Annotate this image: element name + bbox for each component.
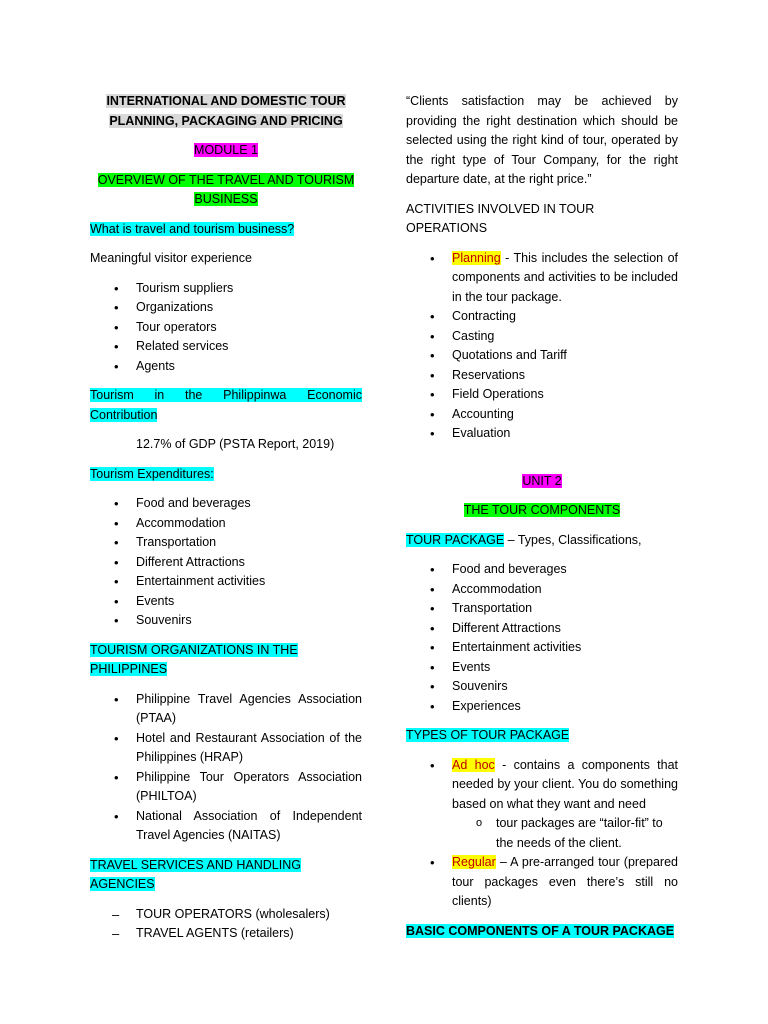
list-item: • Different Attractions <box>90 553 362 573</box>
types-list-regular <box>406 853 678 912</box>
basic-components-heading: BASIC COMPONENTS OF A TOUR PACKAGE <box>406 923 675 938</box>
list-item: • National Association of Independent Travel Agencies (NAITAS) <box>90 807 362 846</box>
unit-label: UNIT 2 <box>522 473 562 488</box>
adhoc-sub-list <box>406 814 678 853</box>
document-title: INTERNATIONAL AND DOMESTIC TOUR PLANNING, PACKAGING AND PRICING <box>106 94 346 128</box>
question-heading: What is travel and tourism business? <box>90 221 295 236</box>
list-item: • Philippine Tour Operators Association (PHILTOA) <box>90 768 362 807</box>
list-item: • Reservations <box>406 366 678 386</box>
list-item: • Transportation <box>90 533 362 553</box>
right-column <box>406 92 678 941</box>
planning-label: Planning <box>452 250 501 265</box>
list-item: • Organizations <box>90 298 362 318</box>
list-item <box>406 756 678 815</box>
types-list <box>406 756 678 815</box>
list-item: • Different Attractions <box>406 619 678 639</box>
list-item: – TRAVEL AGENTS (retailers) <box>90 924 362 944</box>
organizations-heading: TOURISM ORGANIZATIONS IN THE PHILIPPINES <box>90 642 298 676</box>
tour-package-label: TOUR PACKAGE <box>406 532 505 547</box>
list-item: • Souvenirs <box>90 611 362 631</box>
organization-list <box>90 690 362 846</box>
activities-heading: ACTIVITIES INVOLVED IN TOUR OPERATIONS <box>406 201 595 235</box>
module-label: MODULE 1 <box>194 143 258 157</box>
list-item: o tour packages are “tailor-fit” to the needs of the client. <box>406 814 678 853</box>
quote-paragraph: “Clients satisfaction may be achieved by providing the right destination which should be selected using the right kind of tour, operated by the right type of Tour Company, for the right departure date, at the right price.” <box>406 94 678 186</box>
list-item: • Accounting <box>406 405 678 425</box>
list-item: • Entertainment activities <box>90 572 362 592</box>
overview-heading: OVERVIEW OF THE TRAVEL AND TOURISM BUSINESS <box>97 172 355 206</box>
component-list <box>406 560 678 716</box>
list-item: • Casting <box>406 327 678 347</box>
regular-label: Regular <box>452 855 496 869</box>
list-item: • Contracting <box>406 307 678 327</box>
tour-package-line <box>406 531 678 551</box>
meaningful-text: Meaningful visitor experience <box>90 251 252 265</box>
list-item: • Accommodation <box>90 514 362 534</box>
list-item <box>406 249 678 308</box>
list-item: • Events <box>406 658 678 678</box>
list-item: – TOUR OPERATORS (wholesalers) <box>90 905 362 925</box>
adhoc-label: Ad hoc <box>452 757 495 772</box>
list-item: • Quotations and Tariff <box>406 346 678 366</box>
list-item <box>406 853 678 912</box>
planning-text: - This includes the selection of components and activities to be included in the tour package. <box>452 250 678 304</box>
list-item: • Accommodation <box>406 580 678 600</box>
list-item: • Hotel and Restaurant Association of the Philippines (HRAP) <box>90 729 362 768</box>
activities-list <box>406 249 678 308</box>
tour-package-text: – Types, Classifications, <box>504 532 642 547</box>
list-item: • Agents <box>90 357 362 377</box>
expenditure-list <box>90 494 362 631</box>
list-item: • Entertainment activities <box>406 638 678 658</box>
list-item: • Tour operators <box>90 318 362 338</box>
components-heading: THE TOUR COMPONENTS <box>463 503 621 517</box>
expenditures-heading: Tourism Expenditures: <box>90 466 214 481</box>
list-item: • Food and beverages <box>406 560 678 580</box>
list-item: • Field Operations <box>406 385 678 405</box>
list-item: • Events <box>90 592 362 612</box>
adhoc-text: - contains a components that needed by your client. You do something based on what they want and need <box>452 757 678 811</box>
list-item: • Food and beverages <box>90 494 362 514</box>
list-item: • Related services <box>90 337 362 357</box>
list-item: • Evaluation <box>406 424 678 444</box>
handling-list <box>90 905 362 944</box>
list-item: • Souvenirs <box>406 677 678 697</box>
left-column <box>90 92 362 944</box>
contribution-heading: Tourism in the Philippinwa Economic Contribution <box>90 388 362 422</box>
regular-text: – A pre-arranged tour (prepared tour packages even there’s still no clients) <box>452 855 678 908</box>
list-item: • Tourism suppliers <box>90 279 362 299</box>
types-heading: TYPES OF TOUR PACKAGE <box>406 728 570 742</box>
gdp-text: 12.7% of GDP (PSTA Report, 2019) <box>136 437 335 451</box>
activity-list <box>406 307 678 444</box>
business-list <box>90 279 362 377</box>
list-item: • Experiences <box>406 697 678 717</box>
list-item: • Philippine Travel Agencies Association (PTAA) <box>90 690 362 729</box>
handling-heading: TRAVEL SERVICES AND HANDLING AGENCIES <box>90 857 301 891</box>
list-item: • Transportation <box>406 599 678 619</box>
